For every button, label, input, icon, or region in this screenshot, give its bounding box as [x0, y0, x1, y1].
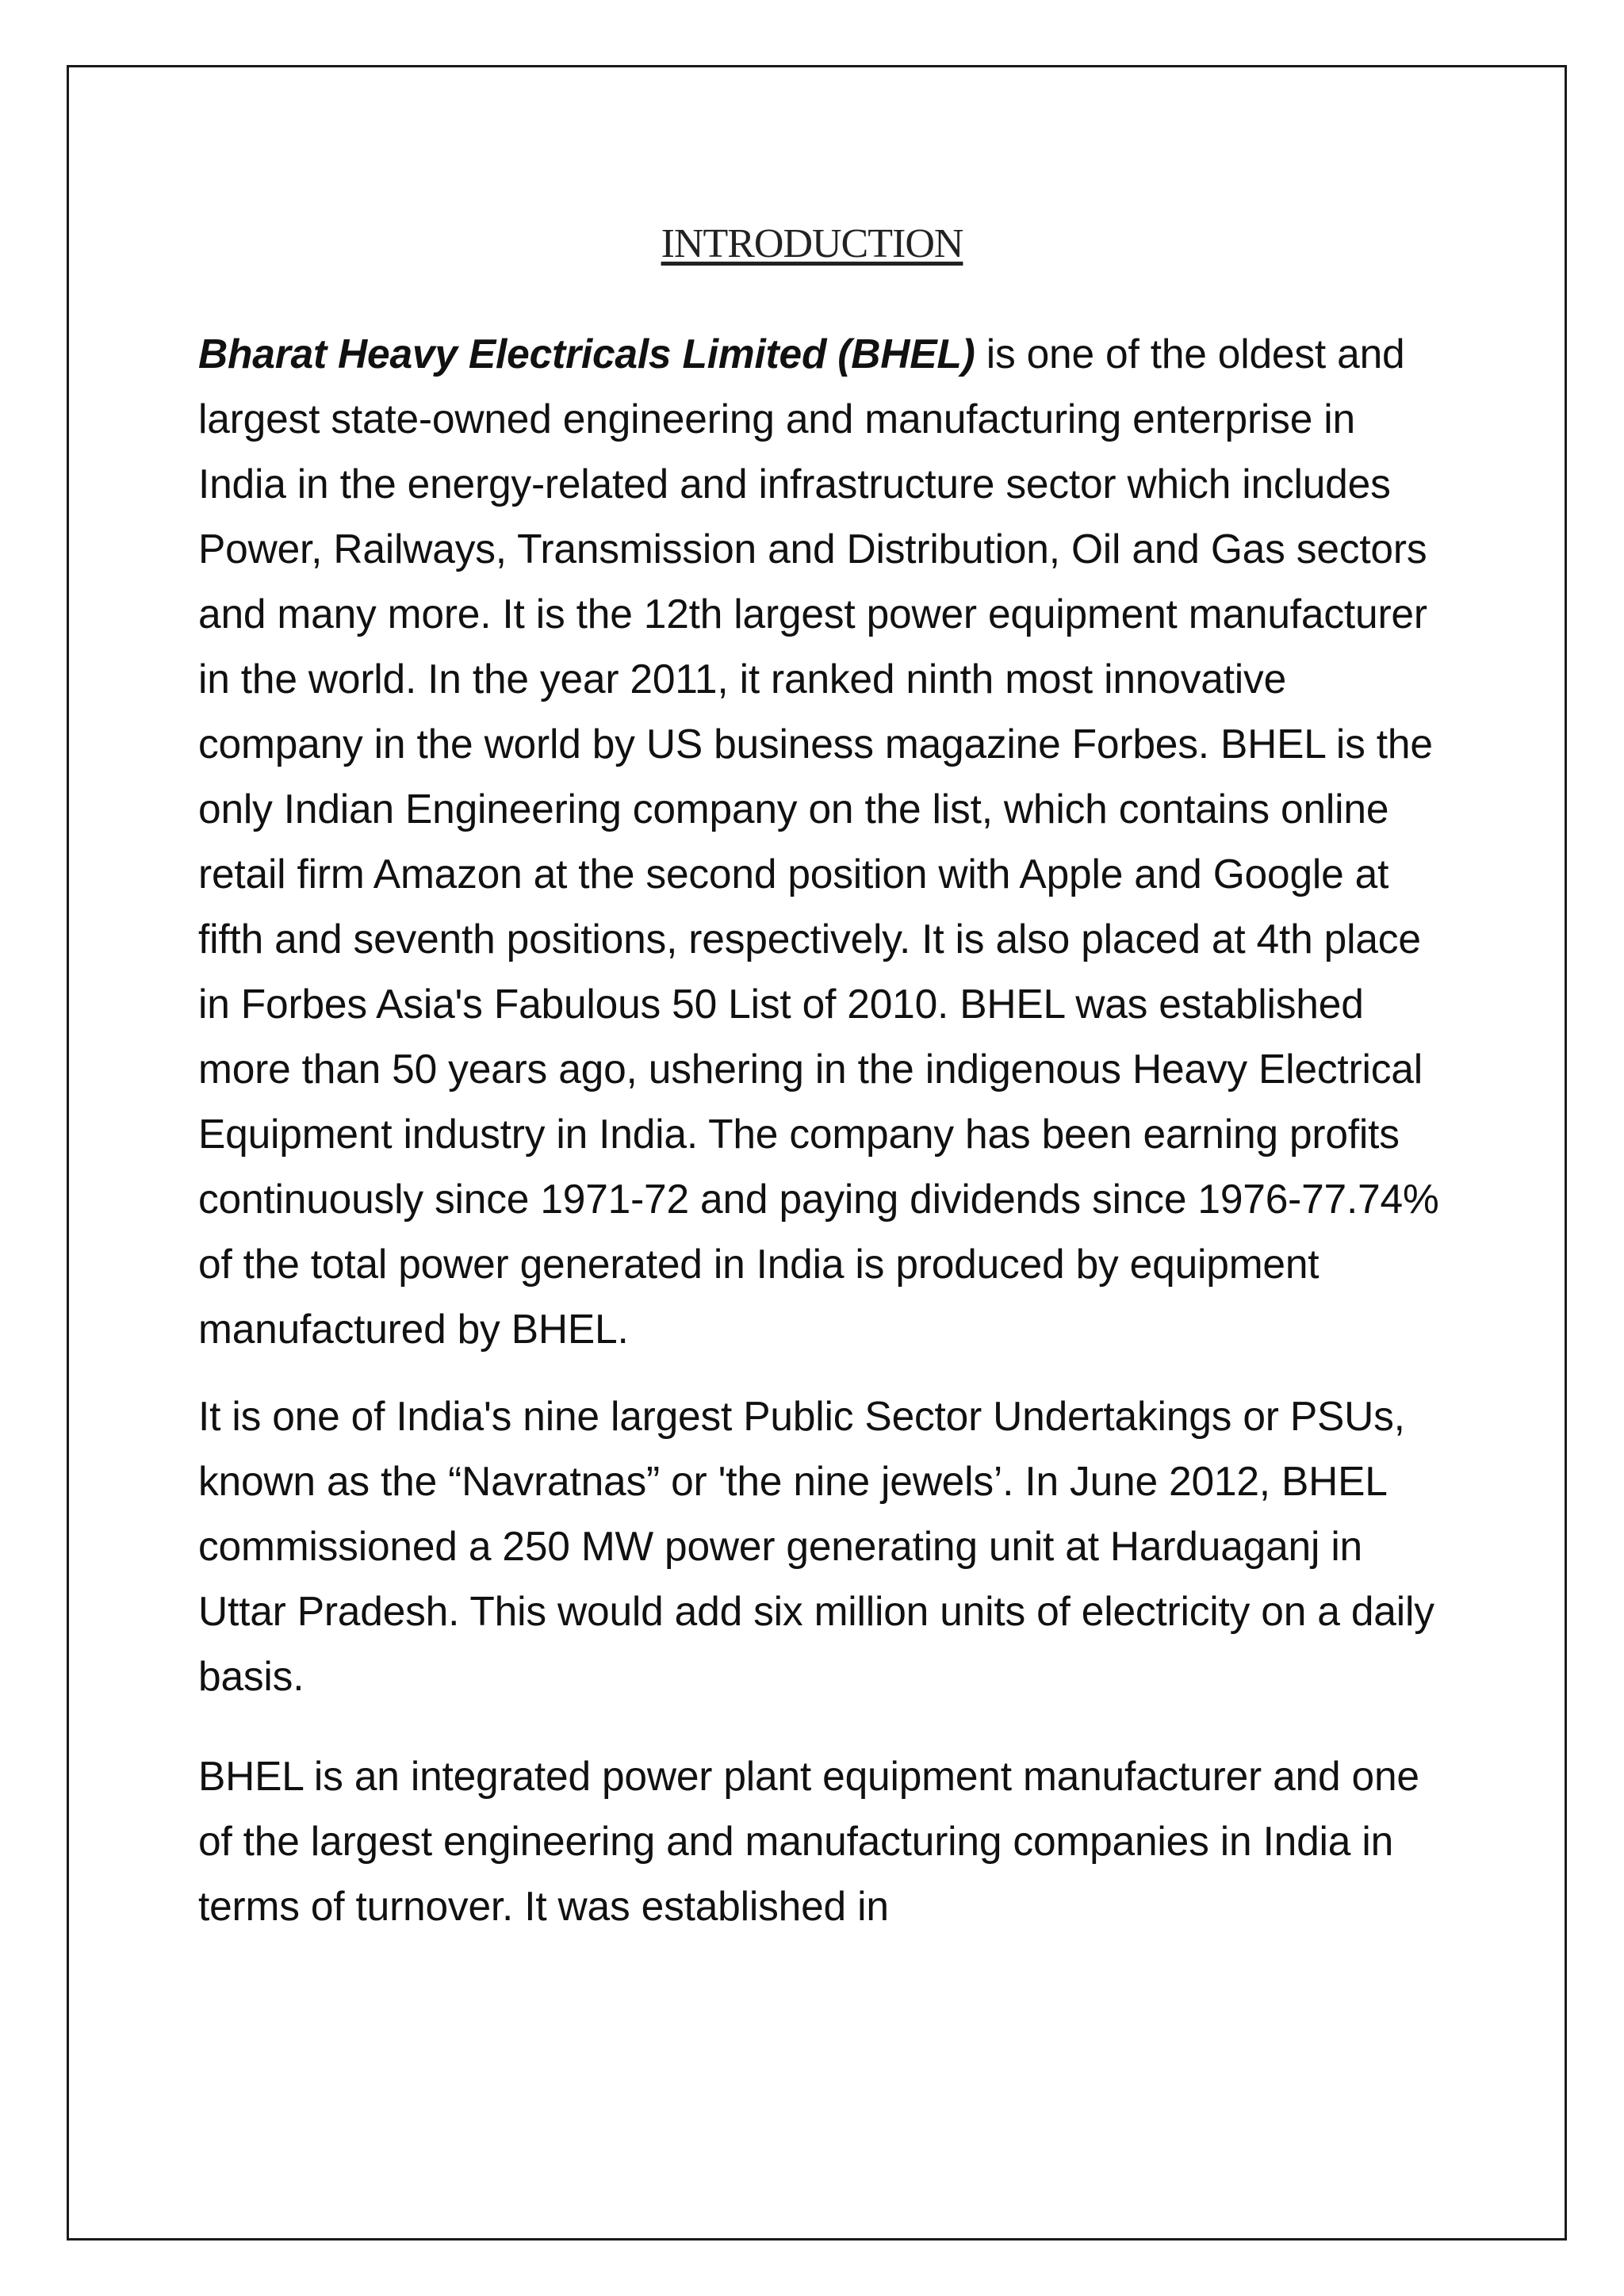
paragraph-integrated-manufacturer: BHEL is an integrated power plant equipment manufacturer and one of the largest engineering and manufacturing companies in India in terms of turnover. It was established in [198, 1753, 1419, 1929]
document-body [198, 321, 1443, 1938]
paragraph-intro-text: is one of the oldest and largest state-owned engineering and manufacturing enterprise in India in the energy-related and infrastructure sector which includes Power, Railways, Transmission and Distribution, Oil and Gas sectors and many more. It is the 12th largest power equipment manufacturer in the world. In the year 2011, it ranked ninth most innovative company in the world by US business magazine Forbes. BHEL is the only Indian Engineering company on the list, which contains online retail firm Amazon at the second position with Apple and Google at fifth and seventh positions, respectively. It is also placed at 4th place in Forbes Asia's Fabulous 50 List of 2010. BHEL was established more than 50 years ago, ushering in the indigenous Heavy Electrical Equipment industry in India. The company has been earning profits continuously since 1971-72 and paying dividends since 1976-77.74% of the total power generated in India is produced by equipment manufactured by BHEL. [198, 331, 1439, 1352]
paragraph-intro [198, 321, 1443, 1361]
page-title: INTRODUCTION [661, 221, 963, 266]
paragraph-navratnas: It is one of India's nine largest Public Sector Undertakings or PSUs, known as the “Navratnas” or 'the nine jewels’. In June 2012, BHEL commissioned a 250 MW power generating unit at Harduaganj in Uttar Pradesh. This would add six million units of electricity on a daily basis. [198, 1393, 1434, 1699]
company-name-lead: Bharat Heavy Electricals Limited (BHEL) [198, 331, 975, 377]
